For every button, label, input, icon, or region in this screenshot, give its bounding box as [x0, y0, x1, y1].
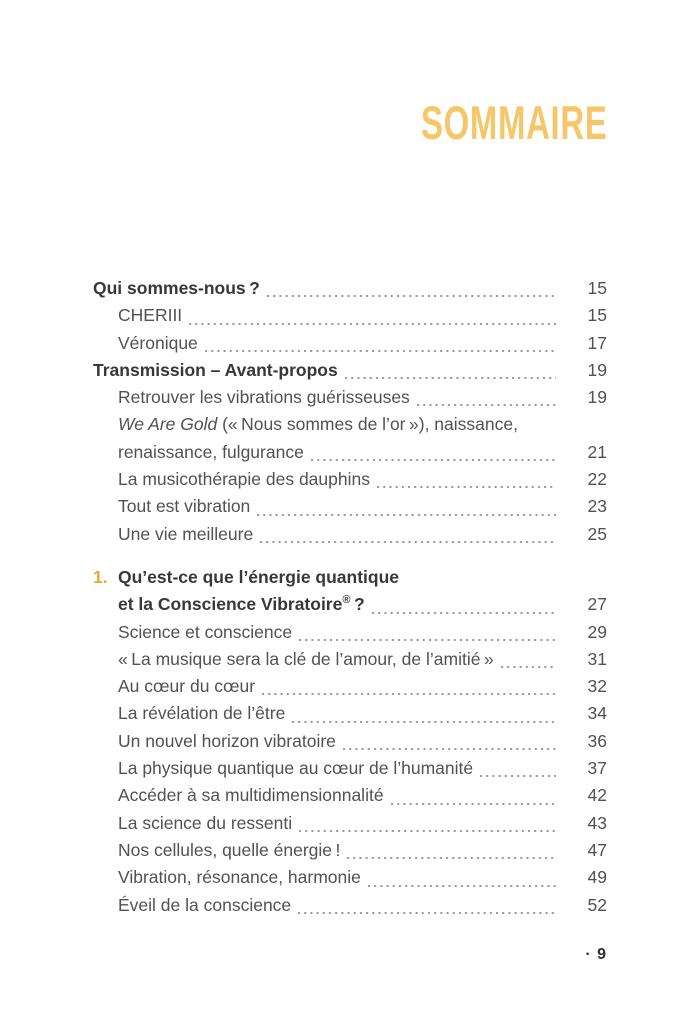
toc-page-number: 34	[587, 703, 607, 724]
toc-text-segment: Éveil de la conscience	[118, 894, 292, 915]
toc-page-number: 47	[587, 839, 607, 860]
dotted-leader	[299, 639, 556, 641]
toc-entry-label	[118, 728, 336, 755]
toc-line	[93, 700, 607, 727]
toc-entry	[93, 782, 607, 809]
toc-line	[93, 439, 607, 466]
toc-text-segment: Une vie meilleure	[118, 523, 254, 544]
dotted-leader	[417, 404, 556, 406]
toc-entry	[93, 864, 607, 891]
dotted-leader	[377, 486, 556, 488]
chapter-number: 1.	[93, 566, 108, 587]
toc-entry-label	[118, 837, 340, 864]
toc-page-number: 17	[587, 332, 607, 353]
toc-entry	[93, 330, 607, 357]
toc-line	[93, 892, 607, 919]
toc-text-segment: et la Conscience Vibratoire	[118, 594, 343, 615]
toc-line	[93, 564, 607, 591]
toc-page-number: 29	[587, 621, 607, 642]
toc-entry	[93, 728, 607, 755]
toc-line	[93, 521, 607, 548]
toc-text-segment: Vibration, résonance, harmonie	[118, 867, 361, 888]
toc-text-segment: Accéder à sa multidimensionnalité	[118, 785, 384, 806]
toc-text-segment: renaissance, fulgurance	[118, 441, 304, 462]
toc-entry	[93, 619, 607, 646]
page-title: SOMMAIRE	[420, 96, 607, 149]
toc-line	[93, 673, 607, 700]
toc-entry	[93, 755, 607, 782]
toc-page-number: 15	[587, 305, 607, 326]
toc-text-segment: Qu’est-ce que l’énergie quantique	[118, 566, 400, 587]
toc-text-segment: Nos cellules, quelle énergie !	[118, 839, 341, 860]
toc-text-segment: Au cœur du cœur	[118, 676, 256, 697]
toc-entry-label	[118, 864, 361, 891]
dotted-leader	[347, 857, 556, 859]
toc-entry-label	[118, 673, 255, 700]
dotted-leader	[345, 377, 556, 379]
dotted-leader	[267, 295, 556, 297]
dotted-leader	[262, 693, 556, 695]
toc-line	[93, 384, 607, 411]
toc-line	[93, 275, 607, 302]
toc-text-segment: Véronique	[118, 332, 198, 353]
toc-entry-label	[118, 810, 292, 837]
dotted-leader	[391, 803, 556, 805]
toc-line	[93, 411, 607, 438]
toc-text-segment: La science du ressenti	[118, 812, 293, 833]
toc-page-number: 52	[587, 894, 607, 915]
toc-text-segment: Tout est vibration	[118, 496, 251, 517]
toc-entry	[93, 357, 607, 384]
toc-entry-label	[118, 466, 370, 493]
dotted-leader	[372, 612, 556, 614]
toc-entry-label	[118, 439, 304, 466]
toc-entry	[93, 673, 607, 700]
toc-entry	[93, 302, 607, 329]
toc-entry	[93, 646, 607, 673]
toc-text-segment: La révélation de l’être	[118, 703, 286, 724]
toc-entry-label	[93, 275, 260, 302]
toc-text-segment: Un nouvel horizon vibratoire	[118, 730, 336, 751]
toc-entry-label	[118, 564, 399, 591]
dotted-leader	[480, 775, 556, 777]
toc-page-number: 25	[587, 523, 607, 544]
dotted-leader	[343, 748, 556, 750]
toc-list	[93, 275, 607, 919]
toc-entry-label	[118, 782, 384, 809]
toc-line	[93, 864, 607, 891]
dotted-leader	[311, 459, 556, 461]
toc-entry	[93, 892, 607, 919]
toc-page-number: 21	[587, 441, 607, 462]
toc-entry	[93, 837, 607, 864]
toc-line	[93, 330, 607, 357]
toc-line	[93, 728, 607, 755]
toc-text-segment: Qui sommes-nous ?	[93, 278, 260, 298]
toc-entry-label	[118, 646, 494, 673]
toc-page-number: 32	[587, 676, 607, 697]
toc-entry-label	[118, 330, 198, 357]
dotted-leader	[298, 912, 556, 914]
toc-entry-label	[118, 302, 182, 329]
toc-page-number: 19	[587, 359, 607, 380]
toc-entry	[93, 521, 607, 548]
toc-page-number: 23	[587, 496, 607, 517]
toc-page-number: 15	[587, 278, 607, 298]
toc-line	[93, 646, 607, 673]
toc-text-segment: (« Nous sommes de l’or »), naissance,	[222, 414, 518, 435]
toc-entry-label	[118, 591, 365, 618]
dotted-leader	[299, 830, 556, 832]
toc-text-segment: We Are Gold	[118, 414, 223, 435]
toc-text-segment: ?	[350, 594, 365, 615]
dotted-leader	[368, 885, 556, 887]
footer-page-number: · 9	[585, 946, 607, 963]
toc-entry	[93, 466, 607, 493]
toc-entry-label	[118, 619, 292, 646]
toc-page-number: 37	[587, 758, 607, 779]
toc-entry	[93, 700, 607, 727]
toc-entry-label	[118, 493, 250, 520]
toc-page-number: 19	[587, 387, 607, 408]
toc-text-segment: ®	[342, 594, 351, 607]
toc-text-segment: La physique quantique au cœur de l’humanité	[118, 758, 474, 779]
toc-entry-label	[118, 384, 410, 411]
toc-entry	[93, 275, 607, 302]
toc-entry-label	[93, 357, 338, 384]
toc-text-segment: Science et conscience	[118, 621, 293, 642]
toc-text-segment: Retrouver les vibrations guérisseuses	[118, 387, 410, 408]
toc-entry-label	[118, 755, 473, 782]
toc-entry	[93, 493, 607, 520]
toc-line	[93, 591, 607, 618]
dotted-leader	[189, 323, 556, 325]
toc-page-number: 43	[587, 812, 607, 833]
toc-entry-label	[118, 521, 253, 548]
toc-entry	[93, 564, 607, 619]
toc-entry-label	[118, 411, 518, 438]
toc-page-number: 27	[587, 594, 607, 615]
dotted-leader	[292, 721, 556, 723]
toc-entry	[93, 384, 607, 411]
toc-text-segment: La musicothérapie des dauphins	[118, 469, 370, 490]
dotted-leader	[205, 350, 556, 352]
toc-entry-label	[118, 700, 285, 727]
dotted-leader	[501, 666, 556, 668]
toc-line	[93, 810, 607, 837]
toc-page-number: 22	[587, 469, 607, 490]
toc-line	[93, 357, 607, 384]
toc-entry-label	[118, 892, 291, 919]
toc-line	[93, 493, 607, 520]
toc-text-segment: Transmission – Avant-propos	[93, 359, 338, 380]
dotted-leader	[260, 541, 556, 543]
toc-page-number: 36	[587, 730, 607, 751]
toc-line	[93, 302, 607, 329]
toc-text-segment: « La musique sera la clé de l’amour, de l’amitié »	[118, 648, 494, 669]
toc-line	[93, 466, 607, 493]
toc-line	[93, 755, 607, 782]
toc-entry	[93, 411, 607, 466]
toc-entry	[93, 810, 607, 837]
toc-line	[93, 837, 607, 864]
toc-page-number: 49	[587, 867, 607, 888]
toc-page-number: 42	[587, 785, 607, 806]
toc-text-segment: CHERIII	[118, 305, 183, 326]
toc-page-number: 31	[587, 648, 607, 669]
toc-line	[93, 782, 607, 809]
toc-line	[93, 619, 607, 646]
dotted-leader	[257, 514, 556, 516]
